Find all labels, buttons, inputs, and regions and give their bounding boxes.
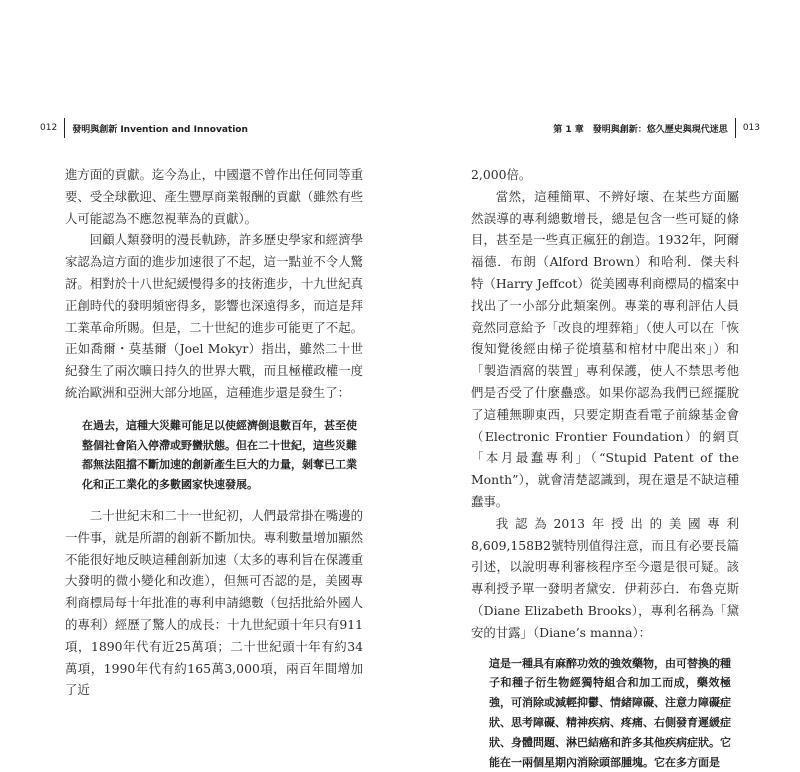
paragraph: 二十世紀末和二十一世紀初，人們最常掛在嘴邊的一件事，就是所謂的創新不斷加快。專利數量增加顯然不能很好地反映這種創新加速（太多的專利旨在保護重大發明的微小變化和改進），但無可否認的是，美國專利商標局每十年批准的專利申請總數（包括批給外國人的專利）經歷了驚人的成長：十九世紀頭十年只有911項，1890年代有近25萬項；二十世紀頭十年有約34萬項，1990年代有約165萬3,000項，兩百年間增加了近 bbox=[65, 507, 363, 698]
paragraph: 回顧人類發明的漫長軌跡，許多歷史學家和經濟學家認為這方面的進步加速很了不起，這一點並不令人驚訝。相對於十八世紀緩慢得多的技術進步，十九世紀真正創時代的發明頻密得多，影響也深遠得多，而這是拜工業革命所賜。但是，二十世紀的進步可能更了不起。正如喬爾・莫基爾（Joel Mokyr）指出，雖然二十世紀發生了兩次曠日持久的世界大戰，而且極權政權一度統治歐洲和亞洲大部分地區，這種進步還是發生了： bbox=[65, 232, 363, 400]
right-page-number: 013 bbox=[742, 123, 760, 133]
paragraph: 2,000倍。 bbox=[471, 167, 532, 182]
paragraph: 當然，這種簡單、不辨好壞、在某些方面屬然誤導的專利總數增長，總是包含一些可疑的條目，甚至是一些真正瘋狂的創造。1932年，阿爾福德．布朗（Alford Brown）和哈利．傑夫科特（Harry Jeffcot）從美國專利商標局的檔案中找出了一小部分此類案例。專業的專利評估人員竟然同意給予「改良的埋葬箱」（使人可以在「恢復知覺後經由梯子從墳墓和棺材中爬出來」）和「製造酒窩的裝置」專利保護，使人不禁思考他們是否受了什麼蠱惑。如果你認為我們已經擺脫了這種無聊東西，只要定期查看電子前線基金會（Electronic Frontier Foundation）的網頁「本月最蠢專利」（“Stupid Patent of the Month”），就會清楚認識到，現在還是不缺這種蠢事。 bbox=[471, 188, 739, 509]
left-page-number: 012 bbox=[40, 123, 58, 133]
left-page-body bbox=[65, 164, 363, 701]
block-quote: 這是一種具有麻醉功效的強效藥物，由可替換的種子和種子衍生物經獨特組合和加工而成，藥效極強，可消除或減輕抑鬱、情緒障礙、注意力障礙症狀、思考障礙、精神疾病、疼痛、右側發育遲緩症狀、身體問題、淋巴結癌和許多其他疾病症狀。它能在一兩個星期內消除頭部腫塊。它在多方面是 bbox=[489, 656, 731, 769]
paragraph: 進方面的貢獻。迄今為止，中國還不曾作出任何同等重要、受全球歡迎、產生豐厚商業報酬的貢獻（雖然有些人可能認為不應忽視華為的貢獻）。 bbox=[65, 167, 363, 226]
paragraph: 我認為2013年授出的美國專利8,609,158B2號特別值得注意，而且有必要長篇引述，以說明專利審核程序至今還是很可疑。該專利授予單一發明者黛安．伊莉莎白．布魯克斯（Diane Elizabeth Brooks），專利名稱為「黛安的甘露」（Diane’s manna）： bbox=[471, 515, 739, 640]
right-chapter-title: 第 1 章 發明與創新：悠久歷史與現代迷思 bbox=[553, 124, 728, 135]
header-divider bbox=[64, 118, 65, 138]
right-page-body bbox=[471, 164, 739, 772]
left-running-header bbox=[40, 118, 248, 138]
block-quote: 在過去，這種大災難可能足以使經濟倒退數百年，甚至使整個社會陷入停滯或野蠻狀態。但在二十世紀，這些災難都無法阻擋不斷加速的創新產生巨大的力量，剝奪已工業化和正工業化的多數國家快速發展。 bbox=[82, 418, 357, 492]
header-divider bbox=[735, 118, 736, 138]
left-book-title: 發明與創新 Invention and Innovation bbox=[72, 124, 248, 135]
right-running-header bbox=[553, 118, 760, 138]
